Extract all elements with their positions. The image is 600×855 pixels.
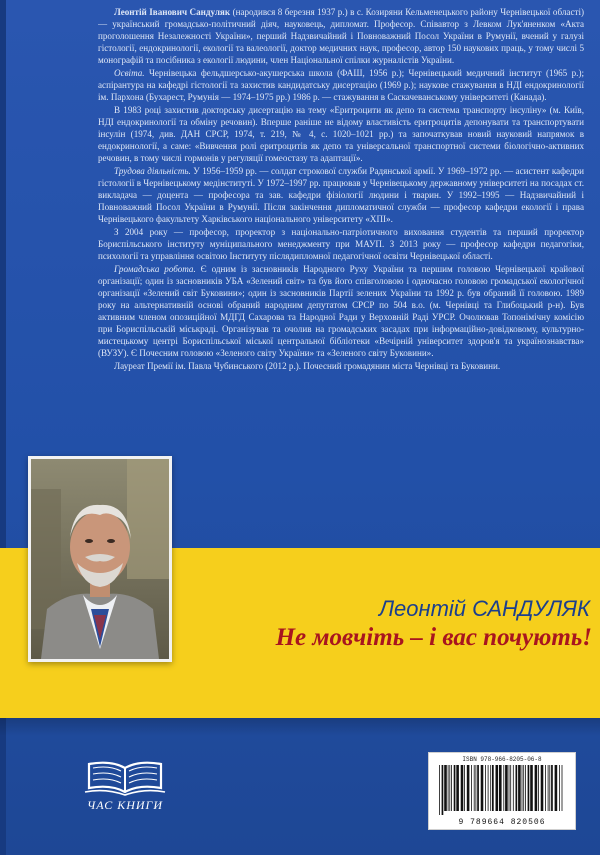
author-photo <box>28 456 172 662</box>
bio-public-work-text: Є одним із засновників Народного Руху України та першим головою Чернівецької крайової організації; один із засновників УБА «Зелений світ» та був його співголовою і одночасно головою громадської екологічної організації «Зелений світ Буковини»; один із засновників Партії зелених України та 1992 р. був обраний її головою. 1989 року на альтернативній основі обраний народним депутатом СРСР по 504 в.о. (м. Чернівці та Глибоцький р-н). Був активним членом опозиційної МДГД Сахарова та Народної Ради у Верховній Раді УРСР. Очолював Топонімічну комісію при Бориспільській міськраді. Організував та очолив на громадських засадах при інформаційно-довідковому, культурно-мистецькому центрі Бориспільської міської центральної бібліотеки «Вечірній університет здоров'я та українознавства» (ВУЗУ). Є Почесним головою «Зеленого світу України» та «Зеленого світу Буковини». <box>98 264 584 358</box>
bio-paragraph-career <box>98 165 584 225</box>
bio-paragraph-education <box>98 67 584 103</box>
bio-paragraph-dissertation: В 1983 році захистив докторську дисертацію на тему «Еритроцити як депо та система транспорту інсуліну» (м. Київ, НДІ ендокринології та обміну речовин). Вперше раніше не відому властивість еритроцитів депонувати та транспортувати інсулін (1974, див. ДАН СРСР, 1974, т. 219, № 4, с. 1020–1021 рр.) та започаткував новий науковий напрямок в ендокринології, а саме: «Вивчення ролі еритроцитів як депо та універсальної транспортної системи біологічно-активних речовин, в тому числі гормонів у регуляції гомеостазу та адаптації». <box>98 105 584 163</box>
publisher-logo <box>70 760 180 820</box>
bio-education-text: Чернівецька фельдшерсько-акушерська школа (ФАШ, 1956 р.); Чернівецький медичний інститут (1965 р.); аспірантура на кафедрі гістології та захистив кандидатську дисертацію (1969 р.); наукове стажування в НДІ ендокринології ім. Пархона (Бухарест, Румунія — 1974–1975 рр.) 1986 р. — стажування в Саскачеванському університеті (Канада). <box>98 68 584 102</box>
isbn-number: ISBN 978-966-8205-06-8 <box>462 756 542 763</box>
bio-paragraph-awards: Лауреат Премії ім. Павла Чубинського (2012 р.). Почесний громадянин міста Чернівці та Буковини. <box>114 361 501 371</box>
bio-career-text: У 1956–1959 рр. — солдат строкової служби Радянської армії. У 1969–1972 рр. — асистент кафедри гістології в Чернівецькому медінституті. У 1972–1997 рр. працював у Чернівецькому державному університеті на посадах ст. викладача — доцента — професора та зав. кафедри фізіології людини і тварин. У 1992–1995 — Надзвичайний і Повноважний Посол України в Румунії. Після закінчення дипломатичної служби — професор кафедри екології і права Чернівецького факультету Харківського національного університету «ХПІ». <box>98 166 584 224</box>
bio-education-heading: Освіта. <box>114 68 145 78</box>
ean-number: 9 789664 820506 <box>458 818 546 827</box>
bio-intro-text: (народився 8 березня 1937 р.) в с. Козиряни Кельменецького району Чернівецької області) — український громадсько-політичний діяч, науковець, дипломат. Професор. Співавтор з Левком Лук'яненком «Акта проголошення Незалежності України», перший Надзвичайний і Повноважний Посол України в Румунії, вчений у галузі гістології, ендокринології, екології та валеології, доктор медичних наук, професор, автор 150 наукових праць, у тому числі 5 монографій та посібника з екології людини, член Національної спілки журналістів України. <box>98 7 584 65</box>
barcode-bars <box>439 765 565 815</box>
publisher-name: ЧАС КНИГИ <box>86 798 164 812</box>
cover-author-name: Леонтій САНДУЛЯК <box>378 596 590 621</box>
bio-paragraph-public-work <box>98 263 584 359</box>
bio-public-work-heading: Громадська робота. <box>114 264 196 274</box>
bio-author-full-name: Леонтій Іванович Сандуляк <box>114 7 231 17</box>
bio-career-heading: Трудова діяльність. <box>114 166 191 176</box>
cover-book-title: Не мовчіть – і вас почують! <box>275 624 592 651</box>
isbn-barcode <box>428 752 576 830</box>
bio-paragraph-2004: З 2004 року — професор, проректор з національно-патріотичного виховання студентів та перший проректор Бориспільського інституту муніципального менеджменту при МАУП. З 2013 року — професор кафедри педагогіки, психології та управління освітою Інституту післядипломної педагогічної освіти Чернівецької області. <box>98 227 584 261</box>
bio-paragraph-intro <box>98 6 584 66</box>
author-portrait-image <box>31 459 169 659</box>
open-book-icon <box>83 760 167 796</box>
